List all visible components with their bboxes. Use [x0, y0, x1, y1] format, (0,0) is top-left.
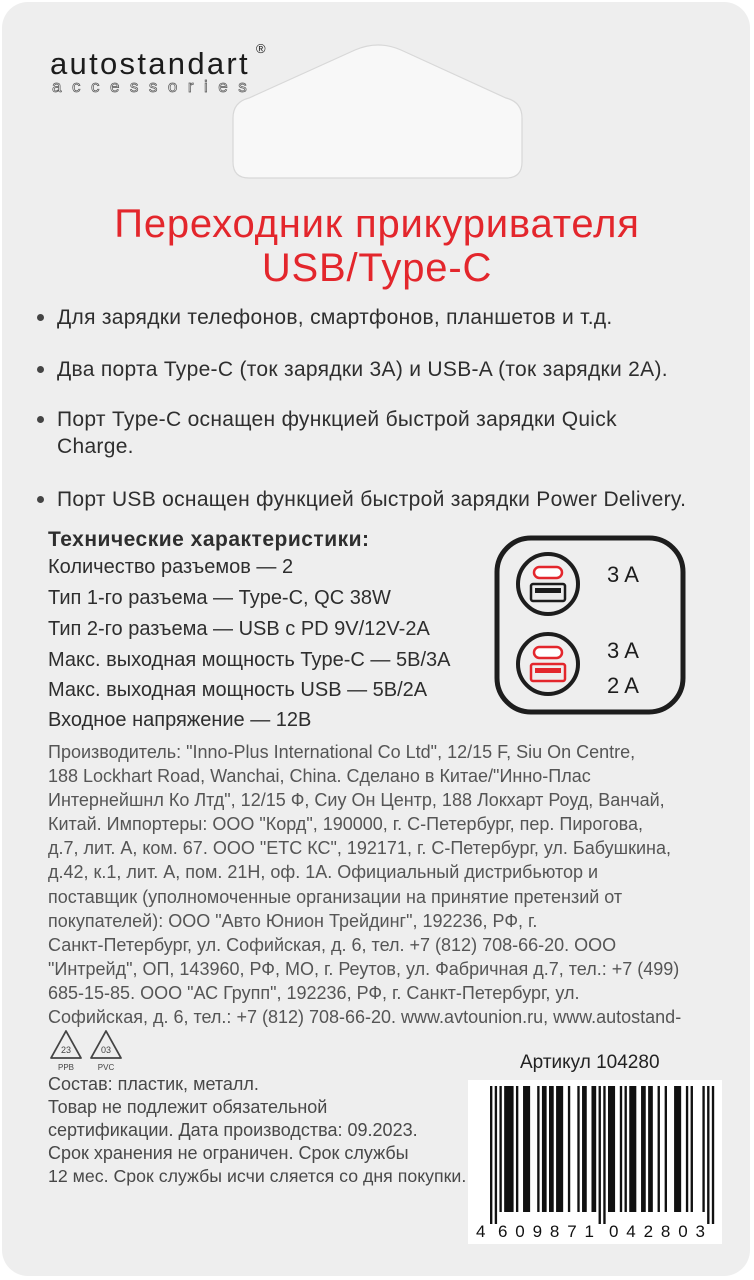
bullet-icon [37, 496, 44, 503]
barcode-bar [641, 1086, 646, 1212]
barcode-first-digit: 4 [476, 1222, 486, 1241]
registered-mark: ® [256, 41, 266, 56]
recycle-code: 03 [100, 1045, 112, 1055]
bullet-icon [37, 314, 44, 321]
feature-item-continuation: Charge. [57, 435, 134, 458]
ports-diagram [493, 534, 689, 716]
composition-line: Товар не подлежит обязательной [48, 1097, 328, 1117]
composition-info [48, 1073, 466, 1188]
feature-item: Порт Type-C оснащен функцией быстрой зарядки Quick [57, 408, 617, 431]
barcode-graphic [468, 1080, 722, 1244]
product-title-line-1: Переходник прикуривателя [114, 202, 640, 246]
barcode [468, 1080, 722, 1244]
barcode-guard-bar [707, 1086, 709, 1224]
legal-line: д.42, к.1, лит. А, пом. 21Н, оф. 1А. Официальный дистрибьютор и [48, 862, 599, 883]
recycle-code: 23 [60, 1045, 72, 1055]
port-2-type-c-current-label: 3A [607, 638, 644, 663]
barcode-bar [504, 1086, 513, 1212]
legal-line: покупателей): ООО "Авто Юнион Трейдинг", 192236, РФ, г. [48, 910, 538, 931]
recycle-icon [91, 1031, 121, 1072]
composition-line: сертификации. Дата производства: 09.2023. [48, 1120, 418, 1140]
legal-line: Санкт-Петербург, ул. Софийская, д. 6, тел. +7 (812) 708-66-20. ООО [48, 934, 617, 955]
barcode-bar [591, 1086, 596, 1212]
barcode-bar [549, 1086, 554, 1212]
legal-line: "Интрейд", ОП, 143960, РФ, МО, г. Реутов, ул. Фабричная д.7, тел.: +7 (499) [48, 958, 680, 979]
barcode-bar [577, 1086, 579, 1212]
usb-a-port-tongue [535, 668, 561, 673]
barcode-bar [608, 1086, 615, 1212]
spec-item: Макс. выходная мощность USB — 5В/2А [48, 679, 428, 701]
barcode-bar [658, 1086, 660, 1212]
spec-item: Тип 2-го разъема — USB с PD 9V/12V-2A [48, 618, 430, 640]
spec-item: Количество разъемов — 2 [48, 556, 294, 578]
barcode-bar [702, 1086, 704, 1212]
legal-line: 685-15-85. ООО "АС Групп", 192236, РФ, г. Санкт-Петербург, ул. [48, 982, 580, 1003]
spec-item: Макс. выходная мощность Type-C — 5В/3А [48, 649, 451, 671]
barcode-bar [523, 1086, 530, 1212]
port-1-icon [518, 554, 578, 614]
barcode-bar [568, 1086, 570, 1212]
spec-item: Входное напряжение — 12В [48, 709, 312, 731]
article-number: Артикул 104280 [520, 1052, 660, 1073]
recycle-material-label: PPB [57, 1063, 75, 1072]
barcode-guard-bar [490, 1086, 492, 1224]
spec-item: Тип 1-го разъема — Type-C, QC 38W [48, 587, 391, 609]
barcode-bar [620, 1086, 622, 1212]
barcode-bar [629, 1086, 636, 1212]
composition-line: 12 мес. Срок службы исчи сляется со дня покупки. [48, 1166, 466, 1186]
recycle-material-label: PVC [97, 1063, 115, 1072]
specs-heading: Технические характеристики: [48, 528, 370, 551]
barcode-guard-bar [495, 1086, 497, 1224]
barcode-bar [542, 1086, 547, 1212]
brand-tagline: accessories [52, 77, 258, 96]
barcode-left-digits: 609871 [498, 1222, 594, 1241]
composition-line: Состав: пластик, металл. [48, 1074, 259, 1094]
recycling-marks [44, 1028, 132, 1074]
legal-line: Софийская, д. 6, тел.: +7 (812) 708-66-20. www.avtounion.ru, www.autostand- [48, 1007, 682, 1028]
product-title-line-2: USB/Type-C [261, 246, 493, 290]
composition-line: Срок хранения не ограничен. Срок службы [48, 1143, 409, 1163]
legal-line: Производитель: "Inno-Plus International Co Ltd", 12/15 F, Siu On Centre, [48, 742, 636, 762]
barcode-bar [665, 1086, 667, 1212]
feature-item: Для зарядки телефонов, смартфонов, планшетов и т.д. [57, 306, 613, 329]
barcode-guard-bar [599, 1086, 601, 1224]
legal-line: д.7, лит. А, ком. 67. ООО "ЕТС КС", 192171, г. С-Петербург, ул. Бабушкина, [48, 838, 671, 859]
usb-a-port-tongue [535, 588, 561, 593]
barcode-bar [674, 1086, 681, 1212]
port-2-icon [518, 634, 578, 694]
hang-hole-cutout [233, 45, 522, 178]
recycle-icon [51, 1031, 81, 1072]
barcode-right-digits: 042803 [609, 1222, 705, 1241]
legal-line: 188 Lockhart Road, Wanchai, China. Сделано в Китае/"Инно-Плас [48, 766, 591, 787]
barcode-bar [582, 1086, 587, 1212]
hang-hole [0, 0, 754, 200]
barcode-guard-bar [712, 1086, 714, 1224]
barcode-bar [537, 1086, 539, 1212]
legal-line: поставщик (уполномоченные организации на принятие претензий от [48, 886, 623, 907]
barcode-bar [516, 1086, 518, 1212]
barcode-guard-bar [603, 1086, 605, 1224]
type-c-port-icon [534, 647, 562, 658]
barcode-bar [691, 1086, 693, 1212]
brand-name: autostandart [50, 46, 250, 81]
legal-line: Китай. Импортеры: ООО "Корд", 190000, г. С-Петербург, пер. Пирогова, [48, 814, 643, 835]
type-c-port-icon [534, 567, 562, 578]
manufacturer-importer-info [48, 740, 712, 1029]
barcode-bar [625, 1086, 627, 1212]
barcode-bar [686, 1086, 688, 1212]
feature-item: Порт USB оснащен функцией быстрой зарядки Power Delivery. [57, 488, 687, 511]
port-1-current-label: 3A [607, 562, 644, 587]
feature-item: Два порта Type-C (ток зарядки 3А) и USB-A (ток зарядки 2А). [57, 358, 668, 381]
bullet-icon [37, 366, 44, 373]
port-2-usb-current-label: 2A [607, 673, 644, 698]
barcode-bar [648, 1086, 653, 1212]
legal-line: Интернейшнл Ко Лтд", 12/15 Ф, Сиу Он Центр, 188 Локхарт Роуд, Ванчай, [48, 790, 665, 811]
barcode-bar [499, 1086, 501, 1212]
barcode-bar [556, 1086, 563, 1212]
bullet-icon [37, 416, 44, 423]
